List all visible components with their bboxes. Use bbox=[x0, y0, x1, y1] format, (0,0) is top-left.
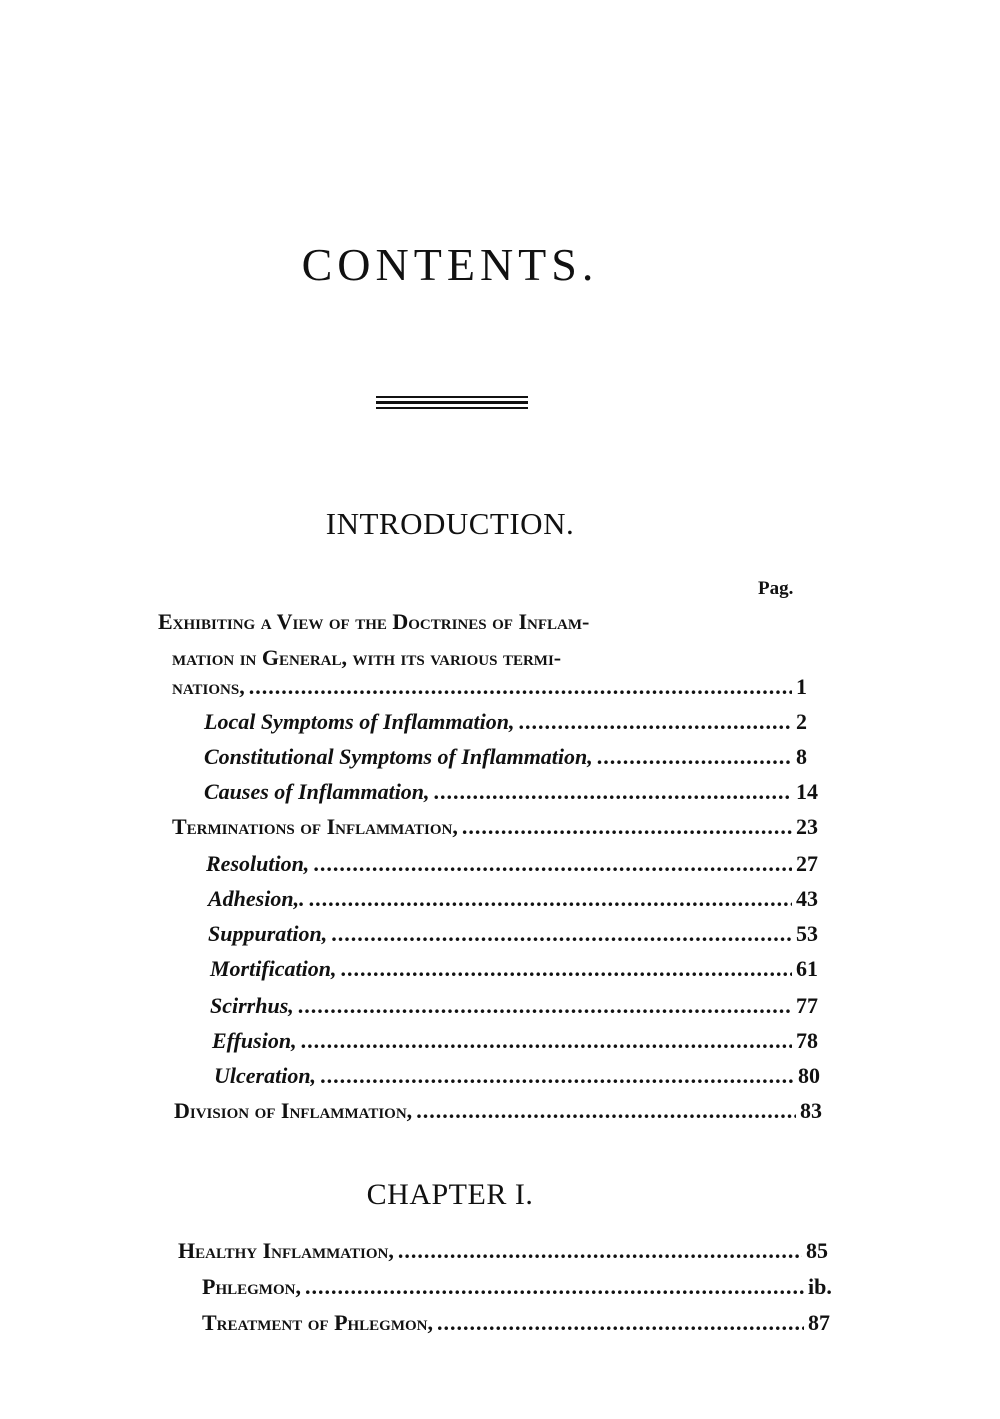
toc-entry-page: 14 bbox=[796, 779, 818, 804]
toc-entry-page: 1 bbox=[796, 674, 807, 699]
toc-entry bbox=[202, 1310, 834, 1344]
toc-entry bbox=[204, 744, 822, 778]
toc-entry bbox=[210, 956, 822, 990]
dot-leader bbox=[320, 1063, 794, 1089]
toc-entry-label: Causes of Inflammation, bbox=[204, 779, 430, 804]
dot-leader bbox=[434, 779, 792, 805]
dot-leader bbox=[249, 674, 792, 700]
toc-entry bbox=[208, 921, 822, 955]
toc-entry-label: Local Symptoms of Inflammation, bbox=[204, 709, 515, 734]
toc-entry-page: 43 bbox=[796, 886, 818, 911]
toc-entry-page: 61 bbox=[796, 956, 818, 981]
dot-leader bbox=[341, 956, 792, 982]
toc-entry-line: Exhibiting a View of the Doctrines of Inflam- bbox=[158, 609, 590, 634]
toc-entry bbox=[208, 886, 822, 920]
toc-entry-label: Mortification, bbox=[210, 956, 337, 981]
toc-entry-page: 2 bbox=[796, 709, 807, 734]
toc-entry-page: 53 bbox=[796, 921, 818, 946]
dot-leader bbox=[518, 709, 792, 735]
toc-entry-label: Scirrhus, bbox=[210, 993, 294, 1018]
toc-entry-label: Adhesion,. bbox=[208, 886, 305, 911]
toc-entry bbox=[202, 1274, 834, 1308]
toc-entry bbox=[204, 709, 822, 743]
toc-entry-line: mation in General, with its various termi- bbox=[172, 645, 562, 670]
dot-leader bbox=[597, 744, 792, 770]
toc-entry-label: Effusion, bbox=[212, 1028, 297, 1053]
dot-leader bbox=[309, 886, 792, 912]
toc-entry-label: Treatment of Phlegmon, bbox=[202, 1310, 434, 1335]
dot-leader bbox=[416, 1098, 796, 1124]
toc-entry-label: Constitutional Symptoms of Inflammation, bbox=[204, 744, 593, 769]
toc-entry-label: Phlegmon, bbox=[202, 1274, 301, 1299]
toc-entry-page: 23 bbox=[796, 814, 818, 839]
toc-entry bbox=[174, 1098, 826, 1132]
dot-leader bbox=[462, 814, 792, 840]
toc-entry-page: ib. bbox=[808, 1274, 832, 1299]
dot-leader bbox=[305, 1274, 804, 1300]
dot-leader bbox=[331, 921, 792, 947]
dot-leader bbox=[298, 993, 792, 1019]
toc-entry-label: Ulceration, bbox=[214, 1063, 317, 1088]
toc-entry-page: 27 bbox=[796, 851, 818, 876]
toc-entry-page: 85 bbox=[806, 1238, 828, 1263]
dot-leader bbox=[398, 1238, 802, 1264]
toc-entry-page: 77 bbox=[796, 993, 818, 1018]
toc-entry-label: Division of Inflammation, bbox=[174, 1098, 413, 1123]
toc-entry-page: 87 bbox=[808, 1310, 830, 1335]
toc-entry bbox=[210, 993, 822, 1027]
dot-leader bbox=[437, 1310, 804, 1336]
toc-entry-page: 80 bbox=[798, 1063, 820, 1088]
chapter-heading: CHAPTER I. bbox=[366, 1178, 534, 1211]
introduction-heading: INTRODUCTION. bbox=[325, 506, 575, 541]
dot-leader bbox=[313, 851, 792, 877]
toc-entry-page: 83 bbox=[800, 1098, 822, 1123]
page-column-label: Pag. bbox=[758, 578, 794, 599]
toc-entry-label: Terminations of Inflammation, bbox=[172, 814, 458, 839]
toc-entry-label: nations, bbox=[172, 674, 245, 699]
toc-entry bbox=[214, 1063, 824, 1097]
toc-entry-page: 78 bbox=[796, 1028, 818, 1053]
toc-entry-label: Suppuration, bbox=[208, 921, 328, 946]
toc-entry-page: 8 bbox=[796, 744, 807, 769]
dot-leader bbox=[301, 1028, 792, 1054]
toc-entry bbox=[172, 674, 822, 708]
toc-entry-exhibiting bbox=[158, 604, 758, 676]
toc-entry bbox=[204, 779, 822, 813]
toc-entry-label: Healthy Inflammation, bbox=[178, 1238, 394, 1263]
toc-entry-label: Resolution, bbox=[206, 851, 310, 876]
double-rule-divider bbox=[376, 396, 528, 410]
toc-entry bbox=[206, 851, 822, 885]
toc-entry bbox=[172, 814, 822, 848]
toc-entry bbox=[212, 1028, 822, 1062]
toc-entry bbox=[178, 1238, 832, 1272]
page-title: CONTENTS. bbox=[301, 239, 599, 290]
